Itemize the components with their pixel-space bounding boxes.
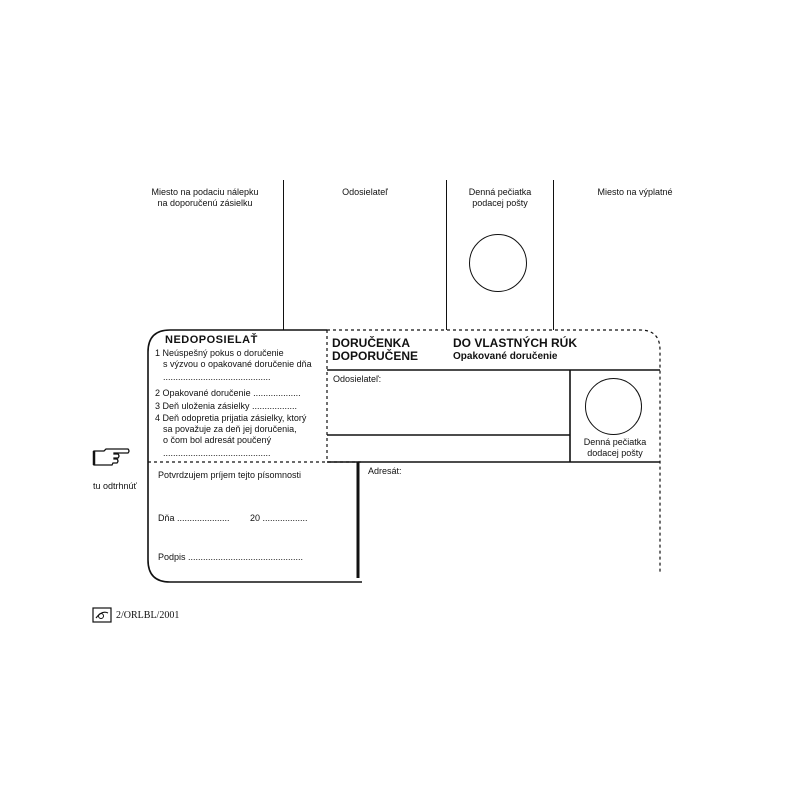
post-horn-logo <box>92 607 112 623</box>
tear-here-label: tu odtrhnúť <box>93 481 137 491</box>
top-sender-label: Odosielateľ <box>342 187 388 197</box>
date-field: Dňa ..................... <box>158 513 230 523</box>
item4-line3: o čom bol adresát poučený <box>163 435 272 445</box>
postage-place-label: Miesto na výplatné <box>597 187 673 197</box>
item4-line1: 4 Deň odopretia prijatia zásielky, ktorý <box>155 413 307 423</box>
year-field: 20 .................. <box>250 513 308 523</box>
receipt-title: DORUČENKA DOPORUČENE <box>332 336 419 363</box>
delivery-stamp-circle <box>585 378 642 435</box>
signature-field: Podpis .............................................. <box>158 552 304 562</box>
confirm-receipt-label: Potvrdzujem príjem tejto písomnosti <box>158 470 302 480</box>
item1-dots: ........................................... <box>163 372 271 382</box>
item3: 3 Deň uloženia zásielky .................. <box>155 401 298 411</box>
top-stamp-label: Denná pečiatka podacej pošty <box>468 187 532 208</box>
recipient-label: Adresát: <box>368 466 402 476</box>
item4-line2: sa považuje za deň jej doručenia, <box>163 424 297 434</box>
item1-line2: s výzvou o opakované doručenie dňa <box>163 359 312 369</box>
delivery-stamp-label: Denná pečiatka dodacej pošty <box>583 437 647 458</box>
item4-dots: ........................................... <box>163 448 271 458</box>
no-forward-title: NEDOPOSIELAŤ <box>165 334 258 346</box>
sticker-place-label: Miesto na podaciu nálepku na doporučenú zásielku <box>151 187 259 208</box>
card-sender-label: Odosielateľ: <box>333 374 382 384</box>
pointing-hand-icon <box>92 446 132 468</box>
repeated-delivery-title: Opakované doručenie <box>453 351 558 362</box>
item1-line1: 1 Neúspešný pokus o doručenie <box>155 348 284 358</box>
own-hands-title: DO VLASTNÝCH RÚK <box>453 336 578 350</box>
item2: 2 Opakované doručenie ................... <box>155 388 301 398</box>
form-code: 2/ORLBL/2001 <box>116 610 180 621</box>
